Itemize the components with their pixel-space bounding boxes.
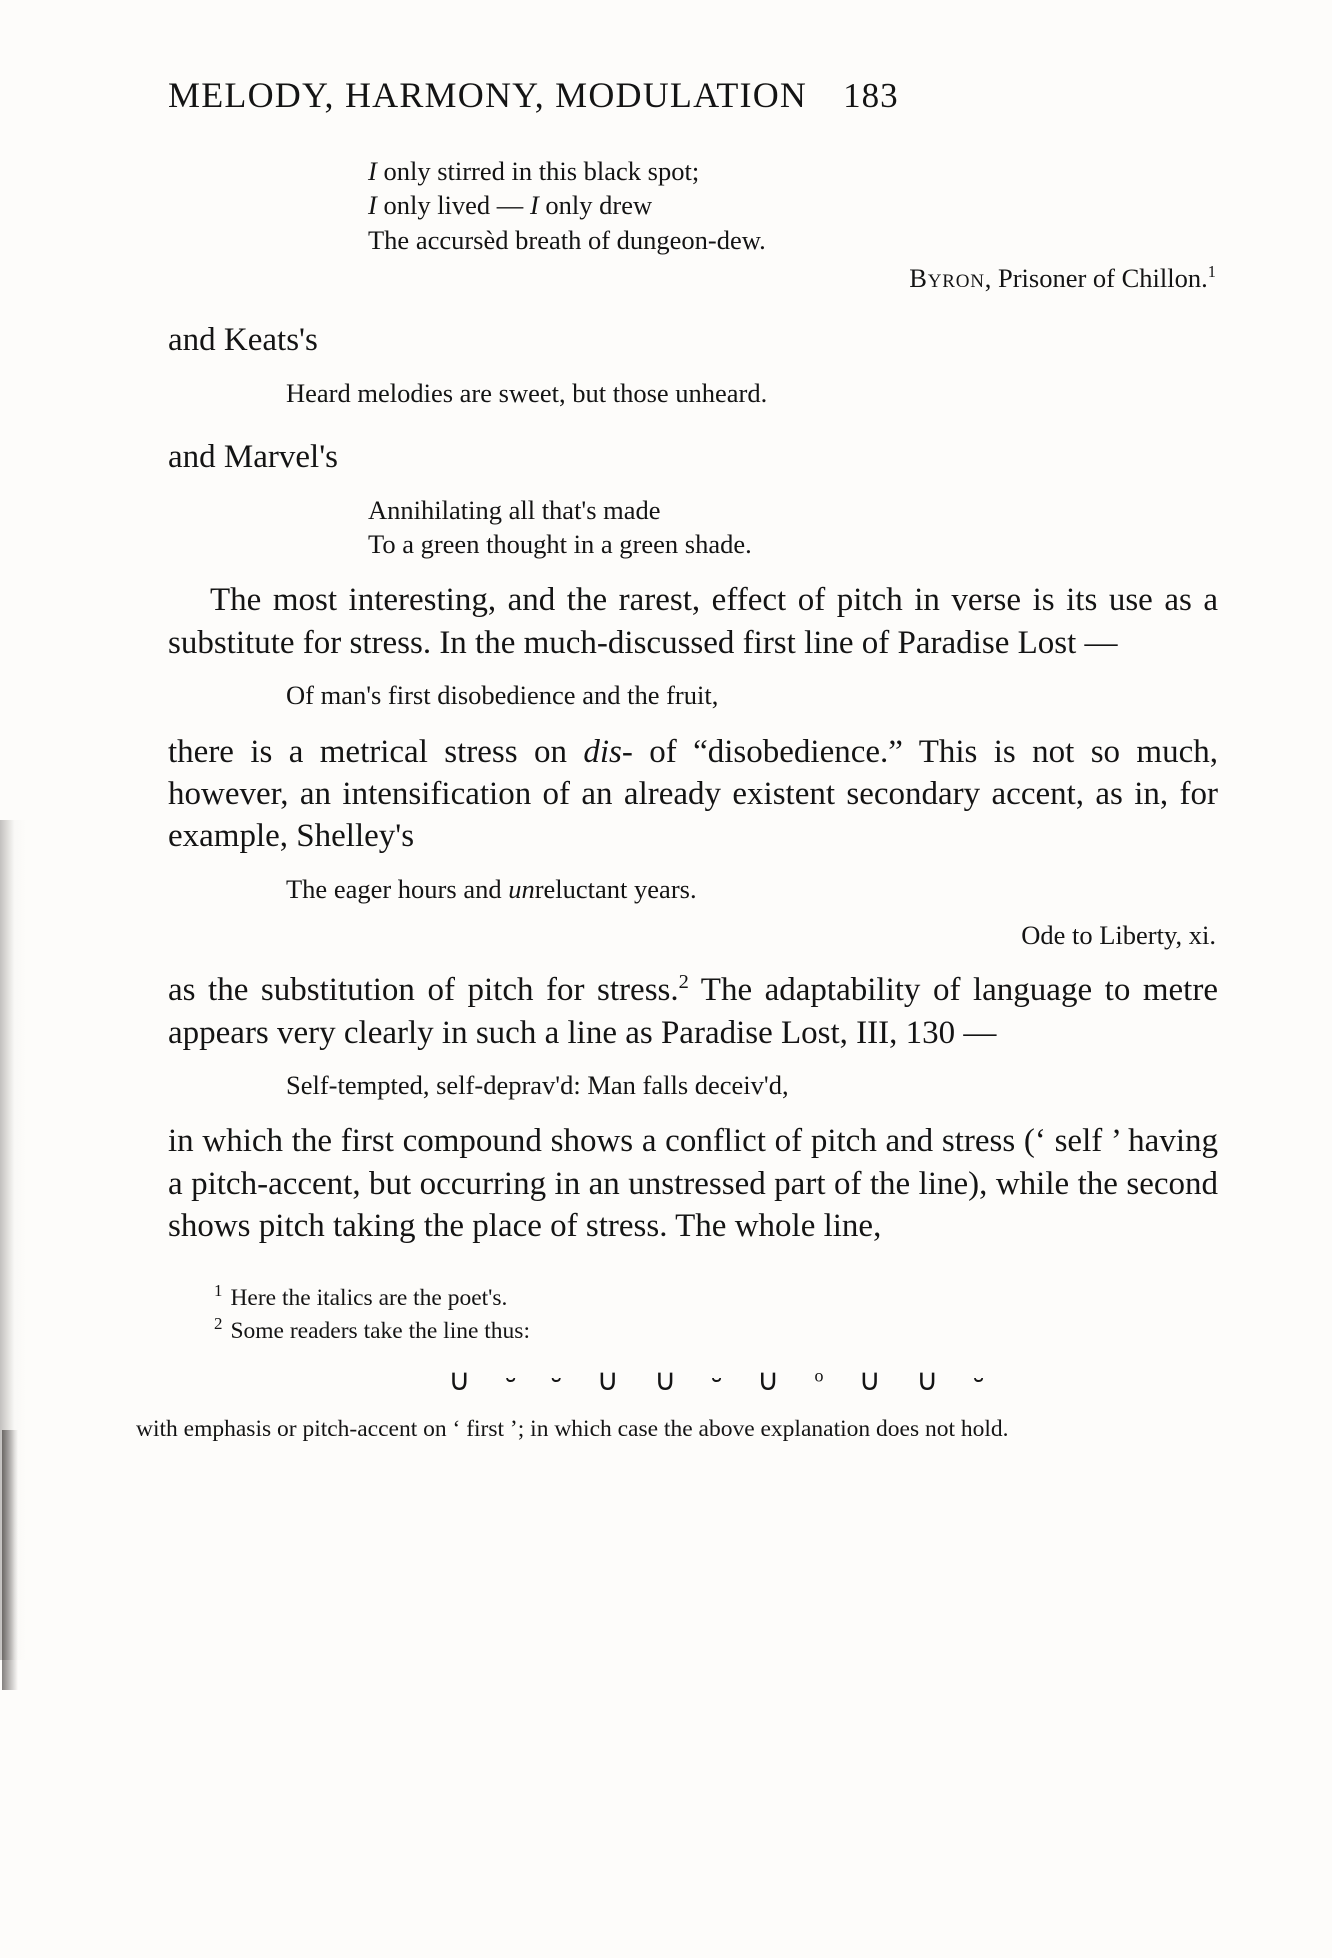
paragraph-3-part-b: The adaptability of language to metre appears very clearly in such a line as Paradise Lost, III, 130 — [168,972,1218,1051]
footnote-1-text: Here the italics are the poet's. [230,1284,508,1311]
footnote-2-text: Some readers take the line thus: [230,1318,530,1345]
verse-line-text: only lived — [376,190,530,221]
quote-milton-pl-iii-130: Self-tempted, self-deprav'd: Man falls deceiv'd, [286,1070,789,1101]
page-number: 183 [843,76,899,115]
scansion-notation: ∪ ⏑ ⏑ ∪ ∪ ⏑ ∪ ᵒ ∪ ∪ ⏑ [448,1364,998,1398]
footnote-2 [214,1315,1218,1348]
verse-attribution-byron [168,263,1216,294]
verse-italic-pronoun: I [368,190,377,221]
verse-block-byron [368,154,1218,257]
paragraph-2-part-a: there is a metrical stress on [168,733,584,770]
quote-shelley-a: The eager hours and [286,873,509,904]
page-title: MELODY, HARMONY, MODULATION [168,75,808,115]
quote-marvel [368,493,1218,562]
paragraph-3-part-a: as the substitution of pitch for stress. [168,972,679,1009]
quote-shelley [286,872,1218,906]
paragraph-2 [168,731,1218,858]
running-header [168,74,1218,116]
footnotes-section [136,1280,1218,1446]
footnote-2-marker: 2 [214,1314,223,1334]
footnote-ref-2: 2 [678,971,689,994]
quote-line: Annihilating all that's made [368,494,661,525]
scan-edge-artifact-lower [2,1430,18,1690]
paragraph-2-part-b: of “disobedience.” This is not so much, however, an intensification of an already existent secondary accent, as in, for example, Shelley's [168,733,1219,855]
verse-italic-pronoun: I [529,190,539,221]
paragraph-2-italic: dis- [583,733,633,770]
quote-shelley-italic: un [508,873,535,904]
scan-edge-artifact [0,820,26,1660]
verse-line: The accursèd breath of dungeon-dew. [368,224,766,255]
paragraph-4: in which the first compound shows a conflict of pitch and stress (‘ self ’ having a pitch-accent, but occurring in an unstressed part of the line), while the second shows pitch taking the place of stress. The whole line, [168,1123,1218,1245]
paragraph-1: The most interesting, and the rarest, effect of pitch in verse is its use as a substitute for stress. In the much-discussed first line of Paradise Lost — [168,582,1218,661]
footnote-2-continuation: with emphasis or pitch-accent on ‘ first ’; in which case the above explanation does not hold. [136,1415,1009,1442]
attribution-author: Byron [909,263,985,294]
footnote-ref-1: 1 [1207,262,1216,282]
verse-italic-pronoun: I [368,156,377,186]
quote-line: To a green thought in a green shade. [368,529,752,559]
verse-line-text: only stirred in this black spot; [376,156,700,186]
verse-line-text: only drew [538,190,653,221]
quote-milton-first-line: Of man's first disobedience and the fruit, [286,680,719,711]
quote-keats: Heard melodies are sweet, but those unheard. [286,378,768,409]
page-content [136,74,1219,1446]
lead-in-keats: and Keats's [168,322,318,359]
quote-attribution-shelley: Ode to Liberty, xi. [1021,920,1216,951]
lead-in-marvel: and Marvel's [168,438,338,475]
attribution-work: , Prisoner of Chillon. [984,263,1208,294]
footnote-1 [214,1282,1218,1315]
quote-shelley-b: reluctant years. [534,873,697,904]
footnote-1-marker: 1 [214,1280,223,1300]
verse-line [368,188,1218,222]
verse-line [368,154,1218,188]
paragraph-3 [168,969,1218,1054]
